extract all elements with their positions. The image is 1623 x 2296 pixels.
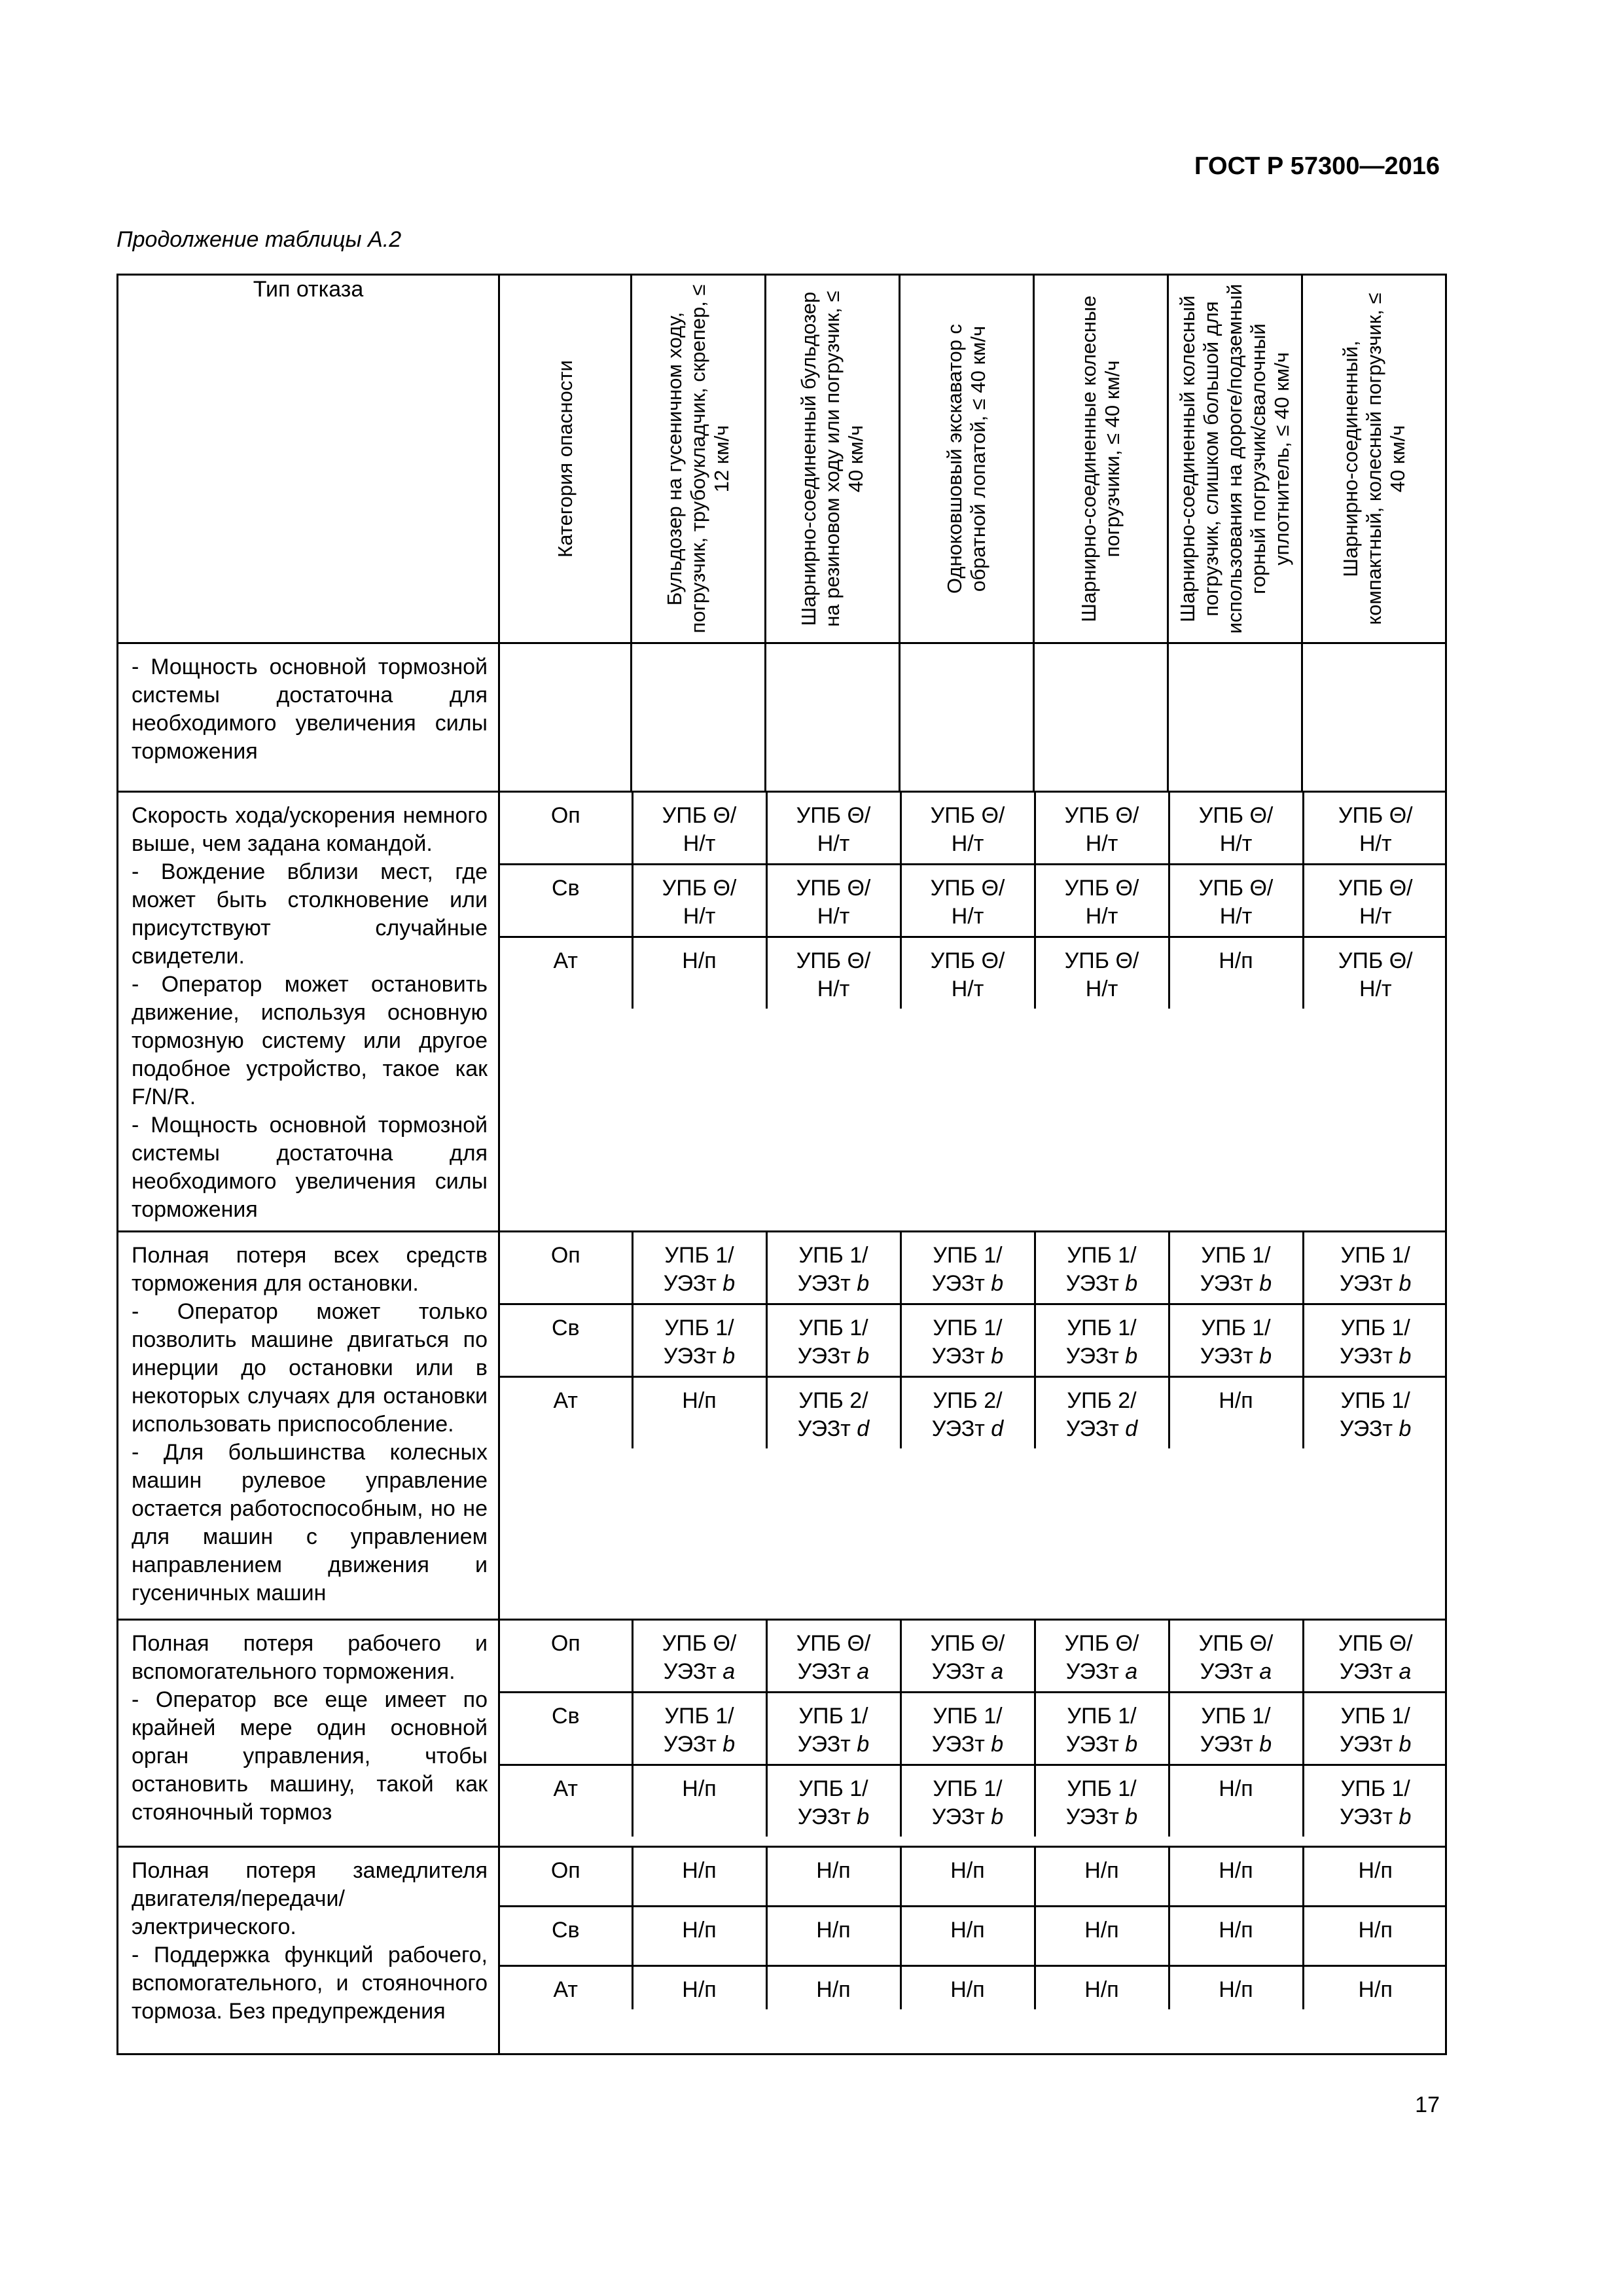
rating-footnote: b <box>991 1271 1004 1296</box>
rating-cell <box>766 1304 901 1377</box>
rating-cell <box>632 793 766 865</box>
rating-footnote: b <box>1259 1344 1272 1369</box>
category-row <box>500 1907 1447 1966</box>
rating-level: УПБ 1/ <box>1340 1776 1410 1801</box>
rating-cell <box>901 1848 1035 1907</box>
rating-level: УПБ Θ/ <box>796 1631 871 1656</box>
rating-cell <box>766 1621 901 1693</box>
group-values <box>499 1847 1446 2054</box>
rating-measure: УЭЗт <box>931 1271 985 1296</box>
group-values <box>499 1232 1446 1620</box>
rating-cell <box>632 1966 766 2010</box>
rating-cell <box>632 1693 766 1765</box>
rating-measure: УЭЗт <box>1200 1732 1253 1757</box>
rating-footnote: a <box>991 1659 1004 1684</box>
rating-cell <box>1035 1848 1169 1907</box>
rating-measure: УЭЗт <box>1340 1732 1393 1757</box>
rating-cell <box>901 1232 1035 1304</box>
category-row <box>500 1966 1447 2010</box>
rating-level: Н/п <box>1358 1977 1393 2002</box>
rating-cell <box>632 865 766 937</box>
rating-level: Н/п <box>950 1977 985 2002</box>
rating-cell <box>1169 1377 1303 1449</box>
category-row <box>500 1621 1447 1693</box>
rating-cell <box>766 1377 901 1449</box>
rating-measure: УЭЗт <box>1340 1416 1393 1441</box>
rating-measure: УЭЗт <box>797 1732 851 1757</box>
rating-cell <box>766 1693 901 1765</box>
rating-level: Н/п <box>816 1977 851 2002</box>
hazard-category: Оп <box>550 1243 580 1268</box>
rating-level: Н/п <box>682 1776 717 1801</box>
rating-level: УПБ Θ/ <box>796 803 871 828</box>
rating-cell <box>1303 1621 1447 1693</box>
rating-level: УПБ 1/ <box>1201 1316 1271 1340</box>
rating-level: УПБ 1/ <box>1340 1704 1410 1729</box>
failure-description: Полная потеря рабочего и вспомогательного торможения. - Оператор все еще имеет по крайней мере один основной орган управления, чтобы остановить машину, такой как стояночный тормоз <box>118 1620 499 1847</box>
header-machine-label: Шарнирно-соединенные колесные погрузчики, ≤ 40 км/ч <box>1077 295 1124 622</box>
group-values <box>499 792 1446 1232</box>
rating-level: УПБ 1/ <box>1340 1388 1410 1413</box>
rating-cell <box>632 1907 766 1966</box>
rating-level: Н/п <box>682 1918 717 1943</box>
rating-measure: Н/т <box>951 904 984 929</box>
rating-measure: УЭЗт <box>1200 1271 1253 1296</box>
rating-measure: УЭЗт <box>1065 1416 1119 1441</box>
rating-footnote: d <box>991 1416 1004 1441</box>
continued-description: - Мощность основной тормозной системы достаточна для необходимого увеличения силы торможения <box>118 643 499 792</box>
rating-measure: УЭЗт <box>797 1804 851 1829</box>
rating-level: Н/п <box>1084 1858 1119 1883</box>
rating-footnote: b <box>722 1271 736 1296</box>
rating-cell <box>766 1232 901 1304</box>
rating-footnote: b <box>1125 1732 1138 1757</box>
rating-level: УПБ Θ/ <box>796 876 871 901</box>
rating-level: Н/п <box>1219 1977 1253 2002</box>
rating-cell <box>632 937 766 1009</box>
rating-cell <box>901 1377 1035 1449</box>
rating-level: Н/п <box>1219 948 1253 973</box>
table-header-row <box>118 275 1446 643</box>
rating-level: УПБ Θ/ <box>1338 803 1413 828</box>
header-machine-4 <box>1034 275 1168 643</box>
rating-level: Н/п <box>1219 1388 1253 1413</box>
rating-level: УПБ 1/ <box>1067 1704 1137 1729</box>
rating-footnote: b <box>991 1804 1004 1829</box>
rating-level: УПБ 1/ <box>798 1243 868 1268</box>
rating-measure: Н/т <box>1085 977 1118 1001</box>
group-row <box>118 792 1446 1232</box>
rating-footnote: b <box>1399 1344 1412 1369</box>
group-values-grid <box>500 1621 1447 1837</box>
rating-level: УПБ 1/ <box>1201 1243 1271 1268</box>
table-caption: Продолжение таблицы А.2 <box>116 227 402 252</box>
rating-cell <box>1169 1765 1303 1837</box>
rating-cell <box>901 1907 1035 1966</box>
rating-footnote: b <box>857 1344 870 1369</box>
failure-description: Полная потеря замедлителя двигателя/передачи/электрического. - Поддержка функций рабочего, вспомогательного, и стояночного тормоза. Без предупреждения <box>118 1847 499 2054</box>
rating-cell <box>1035 1966 1169 2010</box>
rating-measure: УЭЗт <box>1340 1344 1393 1369</box>
rating-cell <box>766 865 901 937</box>
continued-row <box>118 643 1446 792</box>
rating-level: УПБ 1/ <box>1340 1243 1410 1268</box>
hazard-category: Оп <box>550 1631 580 1656</box>
rating-measure: Н/т <box>683 904 716 929</box>
rating-measure: УЭЗт <box>663 1732 717 1757</box>
rating-level: УПБ 1/ <box>664 1704 734 1729</box>
group-values-grid <box>500 793 1447 1009</box>
rating-measure: Н/т <box>1219 831 1253 856</box>
rating-level: Н/п <box>1219 1776 1253 1801</box>
rating-level: Н/п <box>1358 1858 1393 1883</box>
rating-cell <box>901 865 1035 937</box>
rating-cell <box>1035 793 1169 865</box>
rating-measure: УЭЗт <box>1065 1271 1119 1296</box>
rating-measure: УЭЗт <box>1340 1659 1393 1684</box>
rating-measure: УЭЗт <box>931 1804 985 1829</box>
rating-footnote: b <box>1259 1732 1272 1757</box>
rating-cell <box>1169 793 1303 865</box>
rating-measure: Н/т <box>951 831 984 856</box>
hazard-table <box>116 274 1447 2055</box>
rating-cell <box>901 1966 1035 2010</box>
rating-cell <box>1035 1304 1169 1377</box>
header-machine-5 <box>1168 275 1302 643</box>
rating-cell <box>901 1693 1035 1765</box>
rating-footnote: a <box>1399 1659 1412 1684</box>
category-row <box>500 937 1447 1009</box>
hazard-category: Ат <box>500 937 632 1009</box>
header-category <box>499 275 632 643</box>
rating-cell <box>1169 1304 1303 1377</box>
header-category-label: Категория опасности <box>553 360 577 558</box>
rating-level: Н/п <box>816 1918 851 1943</box>
rating-level: УПБ Θ/ <box>1064 803 1139 828</box>
rating-cell <box>1169 1693 1303 1765</box>
rating-cell <box>632 1765 766 1837</box>
group-values-grid <box>500 1848 1447 2009</box>
rating-level: УПБ Θ/ <box>930 1631 1005 1656</box>
rating-measure: УЭЗт <box>797 1271 851 1296</box>
rating-measure: УЭЗт <box>1340 1804 1393 1829</box>
rating-footnote: b <box>1259 1271 1272 1296</box>
rating-measure: Н/т <box>817 977 850 1001</box>
header-machine-1 <box>632 275 766 643</box>
rating-measure: УЭЗт <box>1065 1659 1119 1684</box>
category-row <box>500 1377 1447 1449</box>
rating-level: УПБ 1/ <box>933 1776 1003 1801</box>
category-row <box>500 1304 1447 1377</box>
rating-cell <box>1303 1966 1447 2010</box>
rating-cell <box>901 1304 1035 1377</box>
rating-footnote: b <box>1399 1416 1412 1441</box>
rating-footnote: d <box>857 1416 870 1441</box>
rating-measure: УЭЗт <box>1065 1344 1119 1369</box>
rating-level: УПБ 1/ <box>1067 1243 1137 1268</box>
rating-cell <box>1303 793 1447 865</box>
rating-level: УПБ 1/ <box>1201 1704 1271 1729</box>
rating-cell <box>1035 1377 1169 1449</box>
rating-cell <box>1303 1907 1447 1966</box>
rating-footnote: b <box>857 1804 870 1829</box>
rating-measure: УЭЗт <box>1200 1344 1253 1369</box>
rating-footnote: a <box>722 1659 736 1684</box>
rating-measure: УЭЗт <box>797 1416 851 1441</box>
rating-measure: Н/т <box>1219 904 1253 929</box>
category-row <box>500 865 1447 937</box>
rating-measure: УЭЗт <box>931 1344 985 1369</box>
header-machine-6 <box>1302 275 1446 643</box>
category-row <box>500 1232 1447 1304</box>
rating-level: УПБ Θ/ <box>796 948 871 973</box>
rating-cell <box>901 937 1035 1009</box>
rating-cell <box>766 1966 901 2010</box>
rating-footnote: b <box>857 1271 870 1296</box>
rating-cell <box>1169 1907 1303 1966</box>
rating-cell <box>632 1377 766 1449</box>
rating-footnote: b <box>1399 1732 1412 1757</box>
rating-footnote: b <box>857 1732 870 1757</box>
rating-level: Н/п <box>1219 1858 1253 1883</box>
rating-cell <box>901 1765 1035 1837</box>
rating-level: УПБ 2/ <box>1067 1388 1137 1413</box>
rating-level: УПБ Θ/ <box>930 803 1005 828</box>
rating-footnote: a <box>1259 1659 1272 1684</box>
hazard-category: Оп <box>550 803 580 828</box>
hazard-category: Оп <box>550 1858 580 1883</box>
rating-cell <box>1035 1232 1169 1304</box>
rating-level: УПБ 1/ <box>1067 1776 1137 1801</box>
rating-level: Н/п <box>950 1858 985 1883</box>
rating-measure: Н/т <box>817 831 850 856</box>
category-row <box>500 1693 1447 1765</box>
rating-measure: УЭЗт <box>1065 1732 1119 1757</box>
rating-measure: УЭЗт <box>1340 1271 1393 1296</box>
rating-measure: Н/т <box>951 977 984 1001</box>
rating-cell <box>766 1848 901 1907</box>
rating-level: УПБ 1/ <box>933 1316 1003 1340</box>
rating-level: Н/п <box>682 948 717 973</box>
rating-level: УПБ Θ/ <box>662 876 737 901</box>
rating-cell <box>1169 865 1303 937</box>
rating-level: УПБ 2/ <box>798 1388 868 1413</box>
rating-measure: УЭЗт <box>663 1659 717 1684</box>
group-values-grid <box>500 1232 1447 1448</box>
rating-level: Н/п <box>1219 1918 1253 1943</box>
rating-level: УПБ 1/ <box>798 1316 868 1340</box>
rating-level: УПБ Θ/ <box>1064 876 1139 901</box>
rating-measure: УЭЗт <box>931 1659 985 1684</box>
rating-level: УПБ 1/ <box>664 1243 734 1268</box>
rating-cell <box>1035 1765 1169 1837</box>
rating-cell <box>1035 1907 1169 1966</box>
hazard-category: Св <box>500 1304 632 1377</box>
rating-level: Н/п <box>1084 1918 1119 1943</box>
group-values <box>499 1620 1446 1847</box>
rating-cell <box>1035 865 1169 937</box>
category-row <box>500 793 1447 865</box>
category-row <box>500 1848 1447 1907</box>
header-machine-3 <box>900 275 1034 643</box>
group-row <box>118 1847 1446 2054</box>
rating-measure: УЭЗт <box>1200 1659 1253 1684</box>
rating-cell <box>632 1304 766 1377</box>
rating-footnote: d <box>1125 1416 1138 1441</box>
rating-footnote: a <box>1125 1659 1138 1684</box>
rating-cell <box>1303 1377 1447 1449</box>
category-row <box>500 1765 1447 1837</box>
rating-cell <box>766 793 901 865</box>
rating-measure: Н/т <box>683 831 716 856</box>
rating-measure: Н/т <box>1085 831 1118 856</box>
rating-level: УПБ Θ/ <box>662 1631 737 1656</box>
rating-level: Н/п <box>682 1858 717 1883</box>
hazard-category: Св <box>500 865 632 937</box>
rating-measure: Н/т <box>1085 904 1118 929</box>
rating-measure: УЭЗт <box>931 1732 985 1757</box>
rating-level: УПБ Θ/ <box>1338 1631 1413 1656</box>
header-machine-2 <box>766 275 900 643</box>
rating-footnote: b <box>991 1732 1004 1757</box>
rating-footnote: b <box>991 1344 1004 1369</box>
rating-footnote: b <box>1399 1804 1412 1829</box>
header-failure-type: Тип отказа <box>118 275 499 643</box>
rating-measure: УЭЗт <box>1065 1804 1119 1829</box>
group-row <box>118 1620 1446 1847</box>
rating-measure: УЭЗт <box>663 1344 717 1369</box>
rating-footnote: b <box>1125 1271 1138 1296</box>
rating-level: УПБ 1/ <box>1340 1316 1410 1340</box>
rating-level: УПБ 2/ <box>933 1388 1003 1413</box>
rating-level: УПБ 1/ <box>933 1243 1003 1268</box>
rating-cell <box>632 1848 766 1907</box>
rating-footnote: b <box>1125 1344 1138 1369</box>
rating-cell <box>1169 1621 1303 1693</box>
rating-cell <box>1303 1693 1447 1765</box>
rating-cell <box>1303 1848 1447 1907</box>
rating-cell <box>1303 865 1447 937</box>
header-machine-label: Шарнирно-соединенный колесный погрузчик, слишком большой для использования на дороге/подземный горный погрузчик/свалочный уплотнитель, ≤ 40 км/ч <box>1176 283 1293 634</box>
rating-cell <box>766 1765 901 1837</box>
document-id: ГОСТ Р 57300—2016 <box>1194 152 1440 180</box>
rating-measure: Н/т <box>1359 831 1392 856</box>
header-machine-label: Шарнирно-соединенный, компактный, колесный погрузчик, ≤ 40 км/ч <box>1338 293 1409 625</box>
failure-description: Скорость хода/ускорения немного выше, чем задана командой. - Вождение вблизи мест, где может быть столкновение или присутствуют случайные свидетели. - Оператор может остановить движение, используя основную тормозную систему или другое подобное устройство, такое как F/N/R. - Мощность основной тормозной системы достаточна для необходимого увеличения силы торможения <box>118 792 499 1232</box>
rating-measure: Н/т <box>1359 904 1392 929</box>
rating-level: УПБ 1/ <box>798 1776 868 1801</box>
rating-measure: УЭЗт <box>797 1659 851 1684</box>
rating-measure: УЭЗт <box>663 1271 717 1296</box>
hazard-category: Св <box>500 1907 632 1966</box>
rating-cell <box>1035 1693 1169 1765</box>
rating-footnote: b <box>722 1344 736 1369</box>
header-machine-label: Шарнирно-соединенный бульдозер на резиновом ходу или погрузчик, ≤ 40 км/ч <box>797 291 867 627</box>
rating-level: Н/п <box>1358 1918 1393 1943</box>
rating-level: Н/п <box>682 1388 717 1413</box>
hazard-category: Св <box>500 1693 632 1765</box>
rating-cell <box>632 1232 766 1304</box>
rating-cell <box>1169 1848 1303 1907</box>
header-machine-label: Бульдозер на гусеничном ходу, погрузчик, трубоукладчик, скрепер, ≤ 12 км/ч <box>663 284 733 634</box>
rating-cell <box>1169 1232 1303 1304</box>
rating-level: УПБ 1/ <box>1067 1316 1137 1340</box>
hazard-category: Ат <box>500 1966 632 2010</box>
rating-level: УПБ Θ/ <box>1198 803 1274 828</box>
rating-cell <box>1303 1232 1447 1304</box>
rating-cell <box>1035 937 1169 1009</box>
rating-cell <box>901 793 1035 865</box>
rating-cell <box>1303 1765 1447 1837</box>
rating-cell <box>1169 937 1303 1009</box>
rating-level: Н/п <box>950 1918 985 1943</box>
failure-description: Полная потеря всех средств торможения для остановки. - Оператор может только позволить машине двигаться по инерции до остановки или в некоторых случаях для остановки использовать приспособление. - Для большинства колесных машин рулевое управление остается работоспособным, но не для машин с управлением направлением движения и гусеничных машин <box>118 1232 499 1620</box>
rating-cell <box>632 1621 766 1693</box>
rating-measure: Н/т <box>817 904 850 929</box>
hazard-category: Ат <box>500 1377 632 1449</box>
rating-level: Н/п <box>1084 1977 1119 2002</box>
rating-measure: Н/т <box>1359 977 1392 1001</box>
rating-cell <box>901 1621 1035 1693</box>
rating-cell <box>1169 1966 1303 2010</box>
hazard-category: Ат <box>500 1765 632 1837</box>
rating-cell <box>1035 1621 1169 1693</box>
rating-footnote: b <box>1125 1804 1138 1829</box>
rating-level: УПБ Θ/ <box>930 948 1005 973</box>
rating-cell <box>1303 937 1447 1009</box>
rating-level: УПБ Θ/ <box>1198 876 1274 901</box>
rating-footnote: a <box>857 1659 870 1684</box>
page-number: 17 <box>1415 2092 1440 2117</box>
rating-level: Н/п <box>816 1858 851 1883</box>
rating-cell <box>766 1907 901 1966</box>
header-machine-label: Одноковшовый экскаватор с обратной лопатой, ≤ 40 км/ч <box>943 323 990 594</box>
rating-level: УПБ 1/ <box>798 1704 868 1729</box>
rating-cell <box>1303 1304 1447 1377</box>
rating-level: УПБ 1/ <box>664 1316 734 1340</box>
rating-level: УПБ Θ/ <box>1338 876 1413 901</box>
rating-footnote: b <box>722 1732 736 1757</box>
rating-level: УПБ Θ/ <box>662 803 737 828</box>
rating-measure: УЭЗт <box>797 1344 851 1369</box>
group-row <box>118 1232 1446 1620</box>
rating-level: Н/п <box>682 1977 717 2002</box>
rating-level: УПБ Θ/ <box>930 876 1005 901</box>
rating-level: УПБ Θ/ <box>1064 1631 1139 1656</box>
rating-footnote: b <box>1399 1271 1412 1296</box>
rating-level: УПБ Θ/ <box>1064 948 1139 973</box>
rating-level: УПБ Θ/ <box>1338 948 1413 973</box>
rating-level: УПБ 1/ <box>933 1704 1003 1729</box>
rating-cell <box>766 937 901 1009</box>
rating-level: УПБ Θ/ <box>1198 1631 1274 1656</box>
rating-measure: УЭЗт <box>931 1416 985 1441</box>
